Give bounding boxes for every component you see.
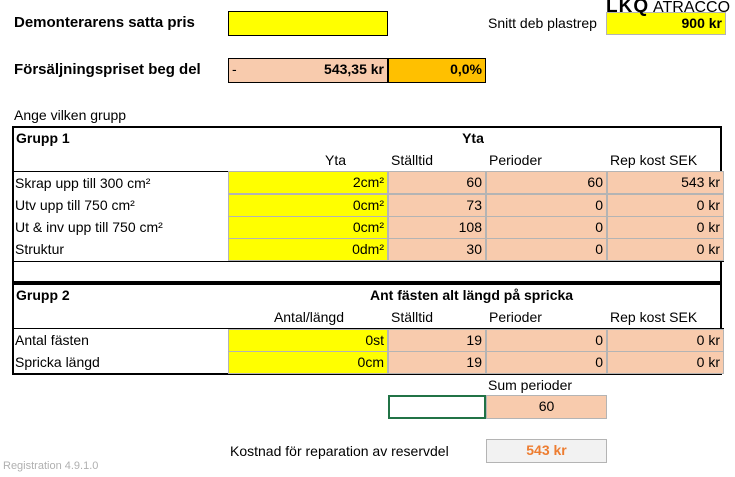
- group1-header-stalltid: Ställtid: [391, 152, 434, 168]
- row-value-input[interactable]: 0cm²: [228, 194, 388, 217]
- row-stalltid[interactable]: 19: [388, 351, 486, 374]
- row-value-input[interactable]: 2cm²: [228, 171, 388, 194]
- row-stalltid[interactable]: 60: [388, 171, 486, 194]
- group2-header-stalltid: Ställtid: [391, 309, 434, 325]
- row-kost[interactable]: 0 kr: [607, 216, 724, 239]
- fors-sign: -: [232, 61, 237, 77]
- group2-title: Grupp 2: [16, 287, 70, 303]
- logo-atracco: ATRACCO: [653, 0, 731, 16]
- row-stalltid[interactable]: 30: [388, 238, 486, 261]
- selected-cell[interactable]: [388, 395, 486, 419]
- row-label: Spricka längd: [15, 354, 100, 370]
- snitt-value[interactable]: 900 kr: [606, 12, 726, 35]
- row-label: Skrap upp till 300 cm²: [15, 175, 151, 191]
- group1-section: Yta: [462, 130, 484, 146]
- row-value-input[interactable]: 0cm²: [228, 216, 388, 239]
- demonter-label: Demonterarens satta pris: [14, 14, 195, 31]
- group2-header-antal: Antal/längd: [273, 309, 344, 325]
- group2-header-perioder: Perioder: [489, 309, 542, 325]
- row-value-input[interactable]: 0cm: [228, 351, 388, 374]
- row-stalltid[interactable]: 108: [388, 216, 486, 239]
- fors-value: 543,35 kr: [324, 61, 384, 77]
- row-value-input[interactable]: 0st: [228, 329, 388, 352]
- registration-watermark: Registration 4.9.1.0: [3, 460, 99, 472]
- row-perioder[interactable]: 0: [486, 329, 607, 352]
- row-label: Utv upp till 750 cm²: [15, 197, 135, 213]
- row-kost[interactable]: 0 kr: [607, 329, 724, 352]
- row-label: Antal fästen: [15, 332, 89, 348]
- snitt-label: Snitt deb plastrep: [488, 15, 597, 31]
- row-stalltid[interactable]: 19: [388, 329, 486, 352]
- row-kost[interactable]: 0 kr: [607, 194, 724, 217]
- row-perioder[interactable]: 0: [486, 351, 607, 374]
- group2-section: Ant fästen alt längd på spricka: [370, 287, 574, 303]
- row-perioder[interactable]: 0: [486, 216, 607, 239]
- logo-lkq: LKQ: [606, 0, 650, 17]
- group1-header-perioder: Perioder: [489, 152, 542, 168]
- group-prompt: Ange vilken grupp: [14, 107, 127, 123]
- fors-label: Försäljningspriset beg del: [14, 61, 201, 78]
- row-label: Struktur: [15, 241, 65, 257]
- row-kost[interactable]: 543 kr: [607, 171, 724, 194]
- row-stalltid[interactable]: 73: [388, 194, 486, 217]
- sum-label: Sum perioder: [488, 377, 573, 393]
- row-perioder[interactable]: 0: [486, 238, 607, 261]
- demonter-price-input[interactable]: [228, 11, 388, 36]
- kostnad-label: Kostnad för reparation av reservdel: [230, 443, 449, 459]
- row-value-input[interactable]: 0dm²: [228, 238, 388, 261]
- fors-percent[interactable]: 0,0%: [388, 58, 486, 83]
- row-kost[interactable]: 0 kr: [607, 351, 724, 374]
- lkq-atracco-logo: [606, 0, 730, 16]
- row-perioder[interactable]: 60: [486, 171, 607, 194]
- row-kost[interactable]: 0 kr: [607, 238, 724, 261]
- fors-price-cell[interactable]: [228, 58, 388, 83]
- sum-value[interactable]: 60: [486, 395, 607, 419]
- row-label: Ut & inv upp till 750 cm²: [15, 219, 163, 235]
- group2-header-kost: Rep kost SEK: [610, 309, 698, 325]
- group1-header-kost: Rep kost SEK: [610, 152, 698, 168]
- kostnad-value: 543 kr: [486, 439, 607, 463]
- group1-header-yta: Yta: [324, 152, 346, 168]
- row-perioder[interactable]: 0: [486, 194, 607, 217]
- group1-title: Grupp 1: [16, 130, 70, 146]
